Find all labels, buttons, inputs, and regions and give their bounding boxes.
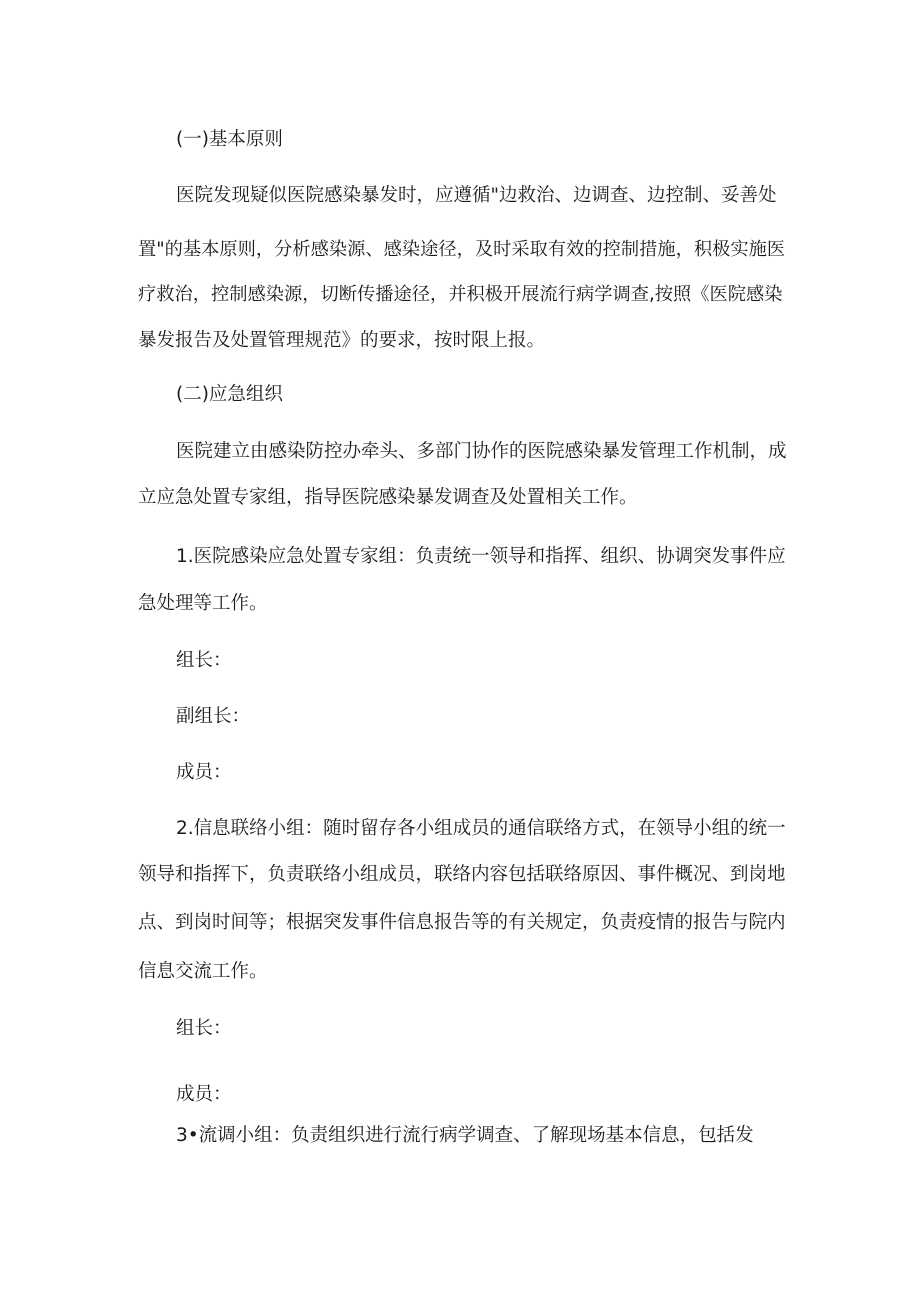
list-item-epidemiology-group: 3•流调小组：负责组织进行流行病学调查、了解现场基本信息，包括发: [176, 1125, 754, 1146]
paragraph-line: 暴发报告及处置管理规范》的要求，按时限上报。: [138, 330, 546, 351]
list-item-continuation: 信息交流工作。: [138, 961, 268, 982]
paragraph-line: 立应急处置专家组，指导医院感染暴发调查及处置相关工作。: [138, 487, 638, 508]
list-item-expert-group: 1.医院感染应急处置专家组：负责统一领导和指挥、组织、协调突发事件应: [176, 546, 786, 567]
paragraph-line: 医院发现疑似医院感染暴发时，应遵循"边救治、边调查、边控制、妥善处: [176, 185, 777, 206]
members-label: 成员：: [176, 1084, 232, 1105]
leader-label: 组长：: [176, 1018, 232, 1039]
deputy-leader-label: 副组长：: [176, 706, 251, 727]
paragraph-line: 置"的基本原则，分析感染源、感染途径，及时采取有效的控制措施，积极实施医: [138, 239, 786, 260]
section-heading-basic-principles: (一)基本原则: [176, 129, 283, 150]
leader-label: 组长：: [176, 650, 232, 671]
list-item-continuation: 点、到岗时间等；根据突发事件信息报告等的有关规定，负责疫情的报告与院内: [138, 912, 786, 933]
paragraph-line: 医院建立由感染防控办牵头、多部门协作的医院感染暴发管理工作机制，成: [176, 441, 787, 462]
paragraph-line: 疗救治，控制感染源，切断传播途径，并积极开展流行病学调查,按照《医院感染: [138, 284, 783, 305]
section-heading-emergency-organization: (二)应急组织: [176, 384, 283, 405]
members-label: 成员：: [176, 762, 232, 783]
list-item-continuation: 急处理等工作。: [138, 593, 268, 614]
list-item-liaison-group: 2.信息联络小组：随时留存各小组成员的通信联络方式，在领导小组的统一: [176, 818, 786, 839]
list-item-continuation: 领导和指挥下，负责联络小组成员，联络内容包括联络原因、事件概况、到岗地: [138, 864, 786, 885]
